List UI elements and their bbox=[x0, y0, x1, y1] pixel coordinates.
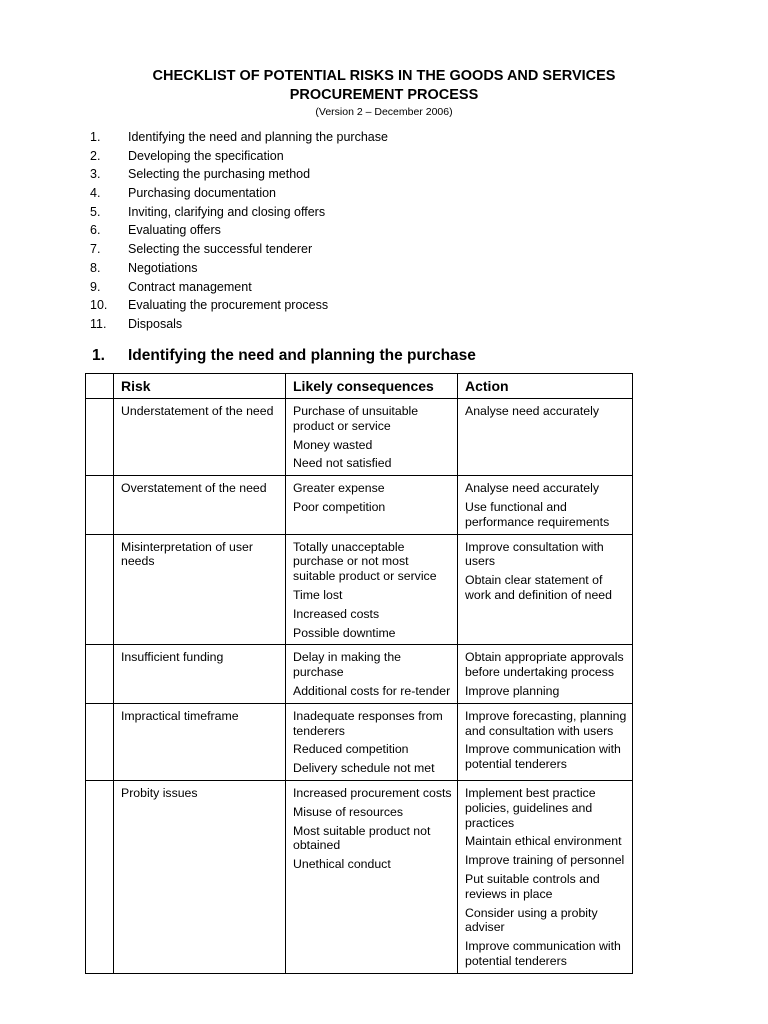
consequence-item: Delivery schedule not met bbox=[293, 761, 435, 776]
document-version: (Version 2 – December 2006) bbox=[315, 106, 453, 118]
action-cell bbox=[458, 534, 633, 645]
action-cell bbox=[458, 645, 633, 703]
action-item: Obtain appropriate approvals before undertaking process bbox=[465, 650, 624, 680]
toc-item-text: Contract management bbox=[128, 279, 252, 294]
action-cell bbox=[458, 399, 633, 476]
action-item: Use functional and performance requirements bbox=[465, 499, 610, 529]
consequence-item: Greater expense bbox=[293, 481, 385, 496]
toc-item-text: Evaluating the procurement process bbox=[128, 298, 329, 313]
consequences-cell bbox=[286, 476, 458, 534]
toc-item bbox=[90, 259, 388, 278]
consequence-item: Time lost bbox=[293, 587, 343, 602]
header-risk: Risk bbox=[114, 374, 286, 399]
action-item: Put suitable controls and reviews in place bbox=[465, 871, 600, 901]
section-heading bbox=[92, 346, 476, 366]
consequence-item: Poor competition bbox=[293, 499, 386, 514]
consequence-item: Money wasted bbox=[293, 437, 373, 452]
action-item: Improve training of personnel bbox=[465, 853, 625, 868]
document-title-line-1: CHECKLIST OF POTENTIAL RISKS IN THE GOODS AND SERVICES bbox=[152, 68, 616, 84]
toc-item-text: Inviting, clarifying and closing offers bbox=[128, 204, 326, 219]
risk-cell: Impractical timeframe bbox=[114, 703, 286, 780]
action-item: Improve communication with potential tenderers bbox=[465, 939, 621, 968]
consequence-item: Purchase of unsuitable product or service bbox=[293, 404, 419, 433]
risk-cell: Insufficient funding bbox=[114, 645, 286, 703]
risk-table bbox=[85, 373, 633, 974]
table-row bbox=[86, 399, 633, 476]
toc-item-number: 9. bbox=[90, 279, 101, 294]
toc-item-number: 5. bbox=[90, 204, 101, 219]
table-row bbox=[86, 476, 633, 534]
row-blank-cell bbox=[86, 534, 114, 645]
toc-item-text: Developing the specification bbox=[128, 148, 284, 163]
toc-item bbox=[90, 165, 388, 184]
row-blank-cell bbox=[86, 703, 114, 780]
consequence-item: Totally unacceptable purchase or not most suitable product or service bbox=[293, 539, 437, 584]
toc-item-text: Evaluating offers bbox=[128, 223, 221, 238]
consequence-item: Inadequate responses from tenderers bbox=[293, 708, 443, 738]
row-blank-cell bbox=[86, 399, 114, 476]
consequences-cell bbox=[286, 703, 458, 780]
toc-item-number: 8. bbox=[90, 260, 101, 275]
consequence-item: Possible downtime bbox=[293, 625, 396, 640]
toc-item-number: 11. bbox=[90, 316, 107, 331]
consequence-item: Increased procurement costs bbox=[293, 785, 452, 800]
header-action: Action bbox=[458, 374, 633, 399]
toc-item-number: 6. bbox=[90, 223, 101, 238]
toc-item-number: 2. bbox=[90, 148, 101, 163]
toc-item bbox=[90, 147, 388, 166]
risk-cell: Overstatement of the need bbox=[114, 476, 286, 534]
action-item: Improve consultation with users bbox=[465, 539, 604, 569]
toc-item-text: Disposals bbox=[128, 316, 183, 331]
toc-item bbox=[90, 203, 388, 222]
consequence-item: Need not satisfied bbox=[293, 456, 392, 471]
document-title-line-2: PROCUREMENT PROCESS bbox=[289, 87, 479, 103]
action-item: Consider using a probity adviser bbox=[465, 905, 598, 935]
consequence-item: Unethical conduct bbox=[293, 857, 391, 872]
toc-item bbox=[90, 128, 388, 147]
row-blank-cell bbox=[86, 645, 114, 703]
table-row bbox=[86, 645, 633, 703]
action-cell bbox=[458, 703, 633, 780]
action-item: Analyse need accurately bbox=[465, 404, 599, 418]
action-item: Improve forecasting, planning and consultation with users bbox=[465, 708, 627, 738]
row-blank-cell bbox=[86, 476, 114, 534]
toc-item-number: 4. bbox=[90, 186, 101, 201]
consequence-item: Most suitable product not obtained bbox=[293, 823, 431, 853]
risk-cell: Misinterpretation of user needs bbox=[114, 534, 286, 645]
action-cell bbox=[458, 780, 633, 973]
toc-item bbox=[90, 296, 388, 315]
toc-item bbox=[90, 315, 388, 334]
risk-cell: Probity issues bbox=[114, 780, 286, 973]
consequences-cell bbox=[286, 780, 458, 973]
consequence-item: Reduced competition bbox=[293, 742, 409, 757]
table-row bbox=[86, 780, 633, 973]
action-cell bbox=[458, 476, 633, 534]
risk-cell: Understatement of the need bbox=[114, 399, 286, 476]
header-consequences: Likely consequences bbox=[286, 374, 458, 399]
consequences-cell bbox=[286, 534, 458, 645]
toc-item-number: 3. bbox=[90, 167, 101, 182]
toc-item-text: Purchasing documentation bbox=[128, 186, 277, 201]
table-row bbox=[86, 703, 633, 780]
table-of-contents bbox=[90, 128, 388, 334]
toc-item-text: Selecting the successful tenderer bbox=[128, 242, 313, 257]
action-item: Analyse need accurately bbox=[465, 481, 599, 496]
toc-item-number: 7. bbox=[90, 242, 101, 257]
toc-item bbox=[90, 221, 388, 240]
consequence-item: Increased costs bbox=[293, 606, 380, 621]
action-item: Improve communication with potential tenderers bbox=[465, 742, 621, 772]
table-row bbox=[86, 534, 633, 645]
section-number: 1. bbox=[92, 347, 105, 364]
toc-item bbox=[90, 184, 388, 203]
toc-item-text: Identifying the need and planning the purchase bbox=[128, 130, 388, 144]
toc-item bbox=[90, 278, 388, 297]
consequence-item: Misuse of resources bbox=[293, 804, 404, 819]
consequences-cell bbox=[286, 645, 458, 703]
action-item: Maintain ethical environment bbox=[465, 834, 622, 849]
row-blank-cell bbox=[86, 780, 114, 973]
consequence-item: Additional costs for re-tender bbox=[293, 683, 451, 698]
toc-item-text: Negotiations bbox=[128, 260, 198, 275]
table-header-row bbox=[86, 374, 633, 399]
toc-item bbox=[90, 240, 388, 259]
action-item: Implement best practice policies, guidelines and practices bbox=[465, 785, 596, 830]
header-blank-cell bbox=[86, 374, 114, 399]
section-title: Identifying the need and planning the purchase bbox=[128, 347, 476, 364]
action-item: Obtain clear statement of work and definition of need bbox=[465, 573, 612, 602]
consequence-item: Delay in making the purchase bbox=[293, 650, 401, 680]
toc-item-number: 10. bbox=[90, 298, 108, 313]
action-item: Improve planning bbox=[465, 683, 560, 698]
toc-item-number: 1. bbox=[90, 130, 101, 144]
consequences-cell bbox=[286, 399, 458, 476]
toc-item-text: Selecting the purchasing method bbox=[128, 167, 311, 182]
